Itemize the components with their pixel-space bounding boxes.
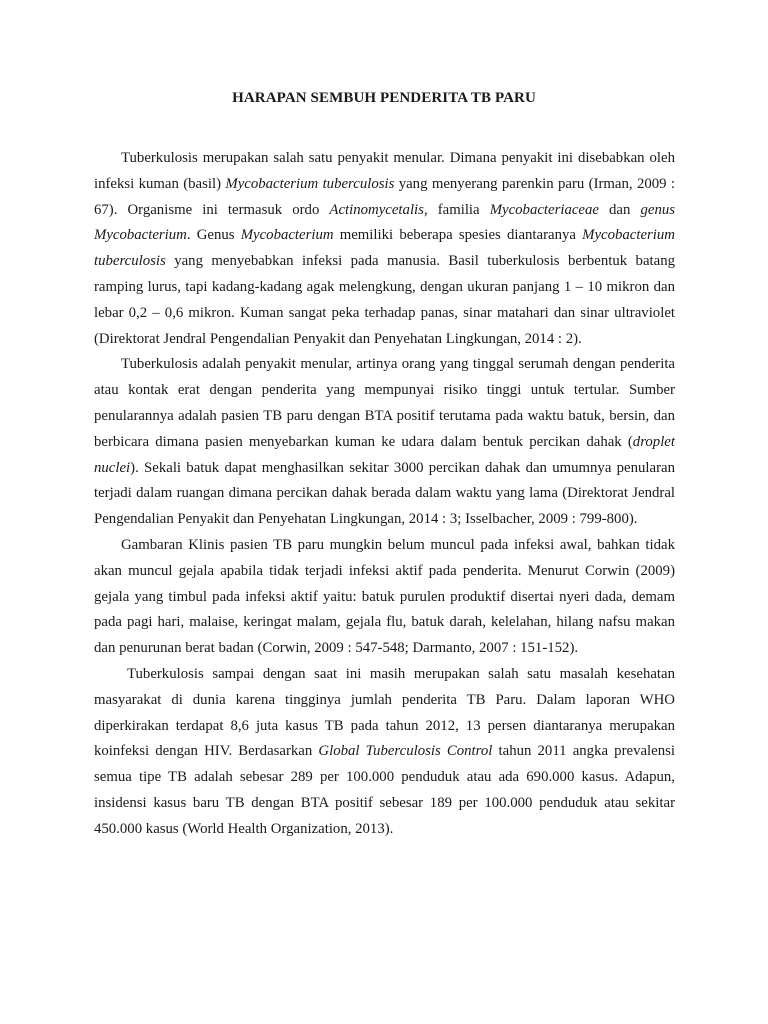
- document-title: HARAPAN SEMBUH PENDERITA TB PARU: [232, 90, 536, 106]
- paragraph: [94, 533, 675, 662]
- paragraph-text: Tuberkulosis adalah penyakit menular, artinya orang yang tinggal serumah dengan penderita atau kontak erat dengan penderita yang mempunyai risiko tinggi untuk tertular. Sumber penularannya adalah pasien TB paru dengan BTA positif terutama pada waktu batuk, bersin, dan berbicara dimana pasien menyebarkan kuman ke udara dalam bentuk percikan dahak (: [94, 356, 675, 450]
- paragraph-text: Tuberkulosis merupakan salah satu penyakit menular. Dimana penyakit ini disebabkan oleh infeksi kuman (basil): [94, 150, 675, 192]
- paragraph-text: tahun 2011 angka prevalensi semua tipe TB adalah sebesar 289 per 100.000 penduduk atau ada 690.000 kasus. Adapun, insidensi kasus baru TB dengan BTA positif sebesar 189 per 100.000 penduduk atau sekitar 450.000 kasus (World Health Organization, 2013).: [94, 743, 675, 837]
- paragraph-text: Gambaran Klinis pasien TB paru mungkin belum muncul pada infeksi awal, bahkan tidak akan muncul gejala apabila tidak terjadi infeksi aktif pada penderita. Menurut Corwin (2009) gejala yang timbul pada infeksi aktif yaitu: batuk purulen produktif disertai nyeri dada, demam pada pagi hari, malaise, keringat malam, gejala flu, batuk darah, kelelahan, hilang nafsu makan dan penurunan berat badan (Corwin, 2009 : 547-548; Darmanto, 2007 : 151-152).: [94, 536, 675, 657]
- paragraph: [94, 146, 675, 352]
- italic-term: Mycobacterium tuberculosis: [94, 227, 675, 270]
- paragraph-text: yang menyebabkan infeksi pada manusia. Basil tuberkulosis berbentuk batang ramping lurus, tapi kadang-kadang agak melengkung, dengan ukuran panjang 1 – 10 mikron dan lebar 0,2 – 0,6 mikron. Kuman sangat peka terhadap panas, sinar matahari dan sinar ultraviolet (Direktorat Jendral Pengendalian Penyakit dan Penyehatan Lingkungan, 2014 : 2).: [94, 253, 675, 347]
- paragraph: [94, 352, 675, 533]
- paragraph-text: Tuberkulosis sampai dengan saat ini masih merupakan salah satu masalah kesehatan masyarakat di dunia karena tingginya jumlah penderita TB Paru. Dalam laporan WHO diperkirakan terdapat 8,6 juta kasus TB pada tahun 2012, 13 persen diantaranya merupakan koinfeksi dengan HIV. Berdasarkan: [94, 665, 675, 760]
- document-body: [94, 146, 675, 843]
- paragraph-text: yang menyerang parenkin paru (Irman, 2009 : 67). Organisme ini termasuk ordo: [94, 175, 675, 218]
- paragraph-text: ). Sekali batuk dapat menghasilkan sekitar 3000 percikan dahak dan umumnya penularan terjadi dalam ruangan dimana percikan dahak berada dalam waktu yang lama (Direktorat Jendral Pengendalian Penyakit dan Penyehatan Lingkungan, 2014 : 3; Isselbacher, 2009 : 799-800).: [94, 459, 675, 528]
- italic-term: genus Mycobacterium: [94, 201, 676, 244]
- italic-term: Mycobacterium: [240, 227, 334, 244]
- italic-term: Mycobacterium tuberculosis: [225, 175, 395, 192]
- paragraph-text: memiliki beberapa spesies diantaranya: [333, 227, 583, 244]
- italic-term: droplet nuclei: [94, 433, 675, 476]
- italic-term: Actinomycetalis: [329, 201, 424, 218]
- paragraph-text: , familia: [423, 201, 490, 218]
- paragraph-text: . Genus: [186, 227, 241, 244]
- paragraph-text: dan: [598, 201, 641, 218]
- italic-term: Mycobacteriaceae: [489, 201, 599, 218]
- paragraph: [94, 662, 675, 843]
- italic-term: Global Tuberculosis Control: [318, 743, 493, 760]
